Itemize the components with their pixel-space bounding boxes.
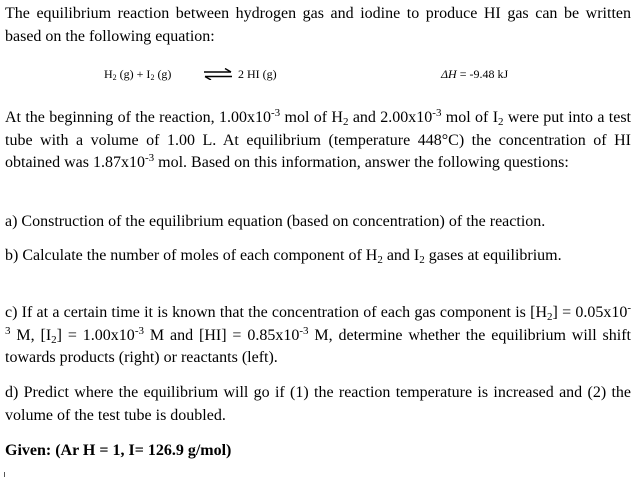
intro-paragraph: The equilibrium reaction between hydrogen gas and iodine to produce HI gas can be written based on the following equation: bbox=[5, 5, 631, 45]
equilibrium-arrows-icon bbox=[203, 68, 233, 80]
question-d: d) Predict where the equilibrium will go if (1) the reaction temperature is increased and (2) the volume of the test tube is doubled. bbox=[5, 384, 631, 424]
question-c: c) If at a certain time it is known that the concentration of each gas component is $[H_2] = 0.05x10^{-3}$ M, $[I_2] = 1.00x10^{-3}$ M and $[HI] = 0.85x10^{-3}$ M, determine whether the equilibrium will shift towards products (right) or reactants (left). bbox=[5, 302, 632, 366]
setup-paragraph: At the beginning of the reaction, $1.00x10^{-3}$ mol of $H_2$ and $2.00x10^{-3}$ mol of $I_2$ were put into a test tube with a volume of 1.00 L. At equilibrium (temperature 448°C) the concentration of HI obtained was $1.87x10^{-3}$ mol. Based on this information, answer the following questions: bbox=[5, 107, 631, 171]
question-b: b) Calculate the number of moles of each component of $H_2$ and $I_2$ gases at equilibrium. bbox=[5, 247, 562, 266]
equation-reactants: $H_2$ $(g) + I_2$ (g) bbox=[104, 67, 172, 82]
equation-products: 2 HI (g) bbox=[238, 67, 277, 81]
given-constants: Given: (Ar H = 1, I= 126.9 g/mol) bbox=[5, 442, 232, 459]
question-a: a) Construction of the equilibrium equation (based on concentration) of the reaction. bbox=[5, 213, 546, 230]
enthalpy-change: ΔH = -9.48 kJ bbox=[441, 67, 509, 81]
text-cursor-mark bbox=[4, 472, 5, 477]
reaction-equation bbox=[0, 62, 640, 86]
